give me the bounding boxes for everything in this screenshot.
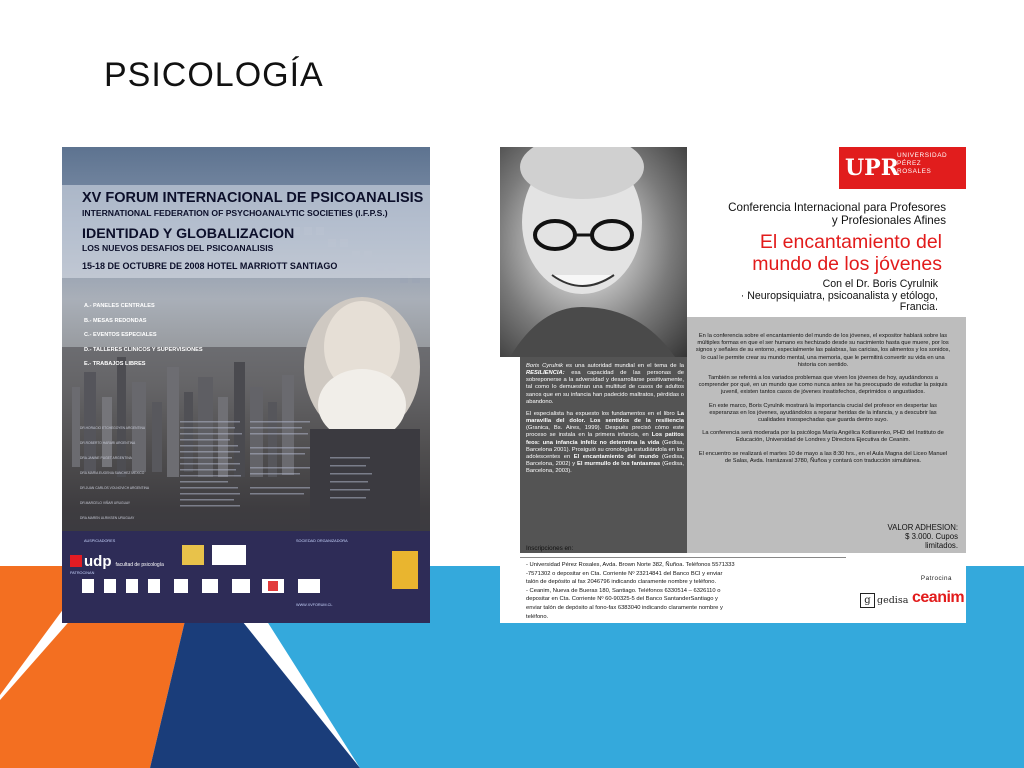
speaker-item: DRA.MAREN ULRIKSEN URUGUAY	[80, 516, 135, 520]
description-paragraph: El encuentro se realizará el martes 10 de mayo a las 8:30 hrs., en el Aula Magna del Liceo Manuel de Salas, Avda. Irarrázaval 3780, Ñuñoa y contará con traducción simultánea.	[698, 450, 948, 464]
description-paragraph: En la conferencia sobre el encantamiento del mundo de los jóvenes, el expositor hablará sobre las múltiples formas en que el ser humano es hechizado desde su nacimiento hasta que muere, por los signos y señales de su entorno, especialmente las palabras, las caricias, los alimentos y los sonidos, lo cual le permite crear su mundo mental, una memoria, que le permitirá convertir su vida en una historia con sentido.	[695, 333, 951, 368]
agenda-item: C.- EVENTOS ESPECIALES	[84, 332, 157, 338]
forum-subtitle: INTERNATIONAL FEDERATION OF PSYCHOANALYTIC SOCIETIES (I.F.P.S.)	[82, 208, 388, 218]
forum-theme: IDENTIDAD Y GLOBALIZACION	[82, 226, 295, 242]
upr-emblem-icon: UPR	[845, 155, 900, 181]
udp-logo-text: udp	[84, 553, 112, 570]
speaker-portrait-image	[500, 147, 687, 357]
speaker-credentials: Con el Dr. Boris Cyrulnik · Neuropsiquiatra, psicoanalista y etólogo, Francia.	[740, 278, 938, 313]
inscripciones-details: - Universidad Pérez Rosales, Avda. Brown Norte 382, Ñuñoa. Teléfonos 5571333 -7571302 o depositar en Cta. Corriente Nº 23214841 del Banco BCI y enviar talón de depósito al fax 2046796 indicando claramente nombre y teléfono. - Ceanim, Nueva de Bueras 180, Santiago. Teléfonos 6330514 – 6326110 o depositar en Cta. Corriente Nº 60-90325-5 del Banco SantanderSantiago y enviar talón de depósito al fono-fax 6383040 indicando claramente nombre y teléfono.	[526, 562, 735, 620]
agenda-item: A.- PANELES CENTRALES	[84, 303, 155, 309]
agenda-item: E.- TRABAJOS LIBRES	[84, 361, 146, 367]
conference-description-box	[687, 317, 966, 553]
sponsors-panel	[62, 531, 430, 623]
gedisa-mark-icon: g	[860, 593, 875, 608]
agenda-item: B.- MESAS REDONDAS	[84, 317, 147, 324]
auspician-label: AUSPICIADORES	[84, 539, 116, 543]
slide-title: PSICOLOGÍA	[104, 56, 324, 94]
description-paragraph: En este marco, Boris Cyrulnik mostrará la importancia crucial del profesor en despertar las esperanzas en los jóvenes, ayudándolos a reparar heridas de la infancia, y a descubrir las cualidades insospechadas que guarda dentro suyo.	[709, 402, 937, 424]
speaker-item: DR.HORACIO ETCHEGOYEN ARGENTINA	[80, 426, 146, 430]
program-text-blocks	[180, 417, 420, 527]
conference-poster	[500, 147, 966, 623]
speaker-item: DRA.MARIA EUGENIA SANCHEZ MEXICO	[80, 471, 145, 475]
forum-date-venue: 15-18 DE OCTUBRE DE 2008 HOTEL MARRIOTT SANTIAGO	[82, 261, 338, 271]
speakers-grid	[80, 417, 420, 527]
forum-poster	[62, 147, 430, 623]
speaker-photo	[500, 147, 687, 357]
description-paragraph: La conferencia será moderada por la psicóloga María Angélica Kotliarenko, PHD del Instituto de Educación, Universidad de Londres y Directora Ejecutiva de Ceanim.	[702, 430, 944, 444]
sponsor-logos-row	[62, 531, 430, 623]
speaker-item: DR.MARCELO VIÑAR URUGUAY	[80, 501, 131, 505]
description-paragraph: También se referirá a los variados problemas que viven los jóvenes de hoy, ayudándonos a comprender por qué, en un mundo que como nunca antes se ha preocupado de estudiar la psiquis juvenil, existen tantos casos de jóvenes insatisfechos, deprimidos o angustiados.	[698, 375, 948, 396]
forum-theme-subtitle: LOS NUEVOS DESAFIOS DEL PSICOANALISIS	[82, 243, 274, 253]
inscripciones-label: Inscripciones en:	[526, 545, 574, 552]
forum-website: WWW.XVFORUM.CL	[296, 603, 333, 607]
forum-agenda	[84, 299, 203, 372]
upr-logo-text: UNIVERSIDAD PÉREZ ROSALES	[897, 152, 948, 175]
speaker-item: DR.ROBERTO HARARI ARGENTINA	[80, 441, 136, 445]
conference-title: El encantamiento del mundo de los jóvenes	[752, 231, 942, 275]
organiza-label: SOCIEDAD ORGANIZADORA	[296, 539, 348, 543]
bio-paragraph: Boris Cyrulnik es una autoridad mundial en el tema de la RESILIENCIA: esa capacidad de las personas de sobreponerse a la adversidad y desarrollarse positivamente, tal como lo demuestran una multitud de casos de adultos sanos que en su infancia han padecido maltratos, pérdidas o abandono.	[526, 363, 684, 405]
forum-title: XV FORUM INTERNACIONAL DE PSICOANALISIS	[82, 190, 424, 206]
speaker-bio	[526, 363, 684, 480]
admission-price: VALOR ADHESION: $ 3.000. Cupos limitados.	[887, 523, 958, 550]
patrocinan-label: PATROCINAN	[70, 571, 95, 575]
ceanim-logo: ceanim	[912, 589, 965, 606]
forum-header	[62, 185, 430, 278]
speaker-item: DR.JUAN CARLOS VOLNOVICH ARGENTINA	[80, 486, 150, 490]
gedisa-logo: g gedisa	[860, 593, 908, 608]
agenda-item: D.- TALLERES CLINICOS Y SUPERVISIONES	[84, 346, 203, 353]
udp-logo-subtitle: facultad de psicología	[115, 562, 164, 568]
conference-heading: Conferencia Internacional para Profesores y Profesionales Afines	[728, 201, 946, 227]
speaker-bio-box	[520, 357, 687, 553]
inscripciones-box	[520, 557, 846, 623]
speaker-item: DRA.JANINE PUGET ARGENTINA	[80, 456, 132, 460]
upr-logo	[839, 147, 966, 189]
bio-paragraph: El especialista ha expuesto los fundamentos en el libro La maravilla del dolor. Los sentidos de la resiliencia (Granica, Bs. Aires, 1999). Después precisó cómo este proceso se instala en la primera infancia, en Los patitos feos: una infancia infeliz no determina la vida (Gedisa, Barcelona 2001). Prosiguió su cronología estudiándola en los adolescentes en El encantamiento del mundo (Gedisa, Barcelona, 2002) y El murmullo de los fantasmas (Gedisa, Barcelona, 2003).	[526, 410, 684, 475]
conference-description	[695, 333, 951, 471]
patrocina-label: Patrocina	[920, 575, 952, 582]
